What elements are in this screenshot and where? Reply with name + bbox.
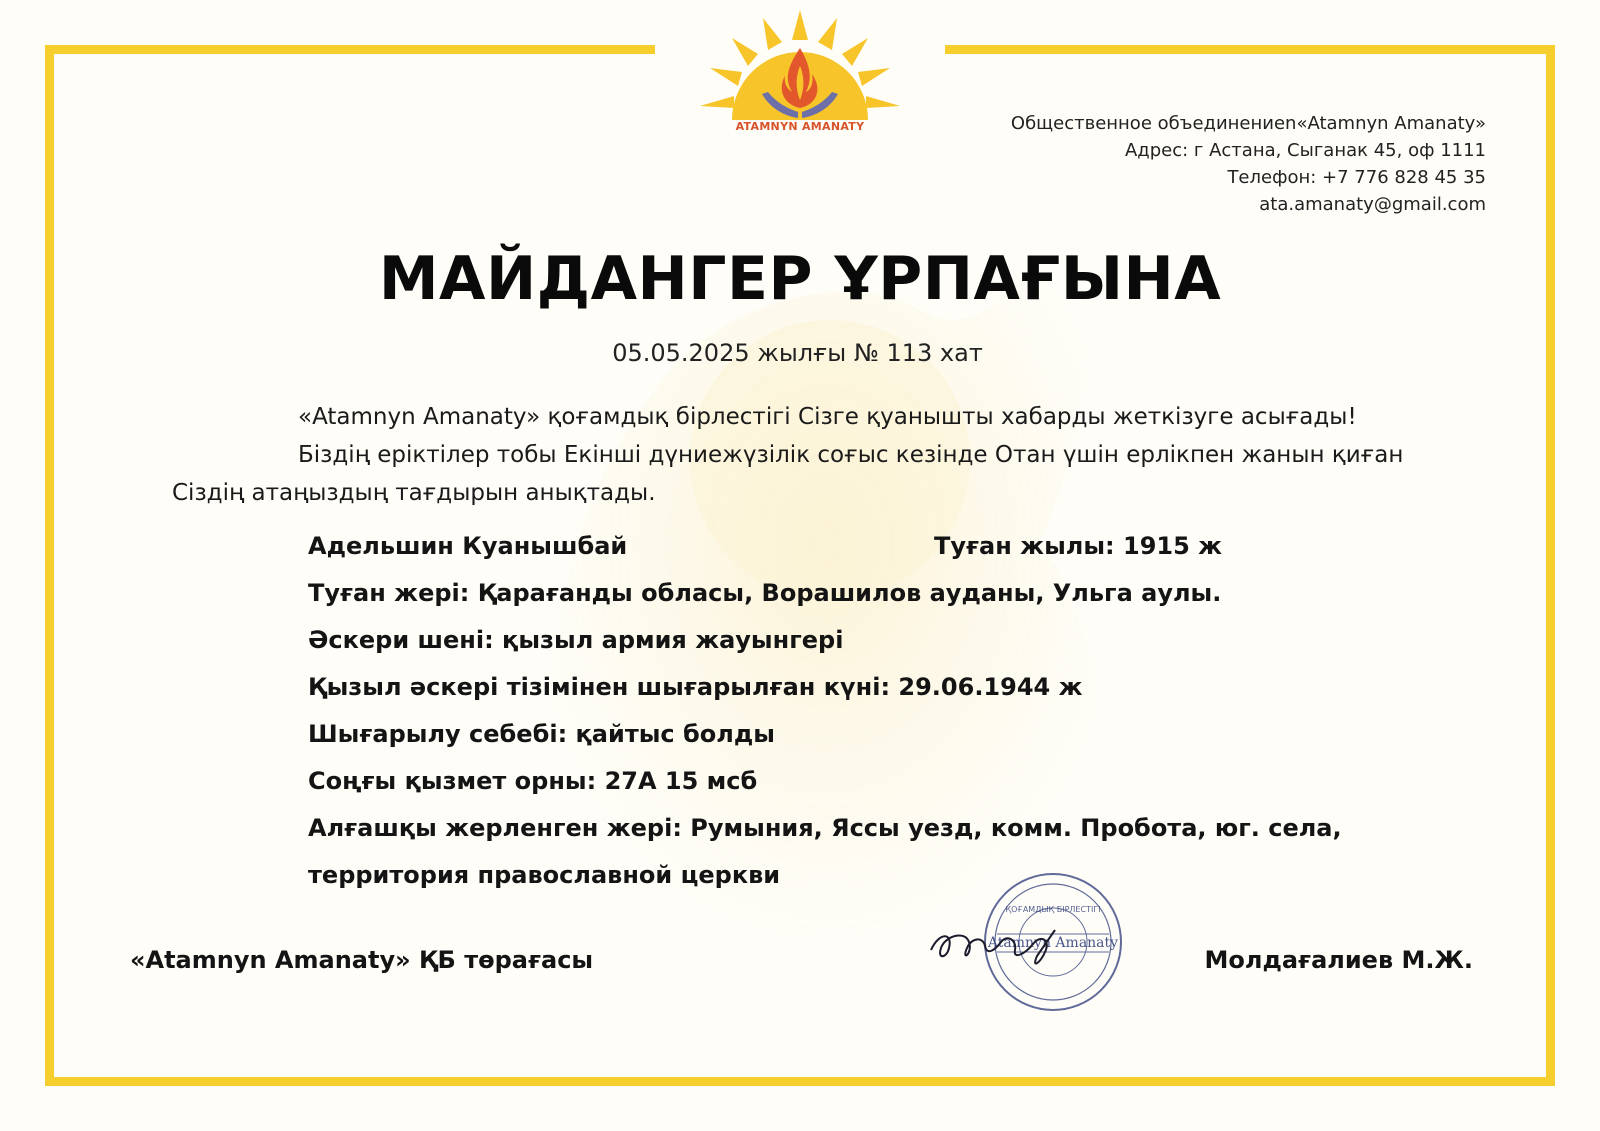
- military-rank: Әскери шені: қызыл армия жауынгері: [308, 626, 844, 654]
- soldier-details: [308, 523, 1508, 899]
- frame-bottom: [45, 1077, 1555, 1086]
- intro-paragraph-1: «Atamnyn Amanaty» қоғамдық бірлестігі Сізге қуанышты хабарды жеткізуге асығады!: [298, 404, 1357, 430]
- last-service-place: Соңғы қызмет орны: 27А 15 мсб: [308, 767, 758, 795]
- birth-year: Туған жылы: 1915 ж: [934, 532, 1223, 560]
- logo-text: ATAMNYN AMANATY: [735, 120, 865, 133]
- stamp-center-text: Atamnyn Amanaty: [987, 935, 1119, 951]
- name-row: [308, 523, 1508, 570]
- frame-right: [1546, 45, 1555, 1086]
- soldier-name: Адельшин Куанышбай: [308, 532, 628, 560]
- letter-number-date: 05.05.2025 жылғы № 113 хат: [612, 339, 983, 367]
- intro-text: [172, 398, 1472, 512]
- burial-place-line-1: Алғашқы жерленген жері: Румыния, Яссы уезд, комм. Пробота, юг. села,: [308, 814, 1342, 842]
- email: ata.amanaty@gmail.com: [1259, 194, 1486, 215]
- sun-flame-hands-logo-icon: [700, 8, 900, 138]
- birth-place: Туған жері: Қарағанды обласы, Ворашилов ауданы, Ульга аулы.: [308, 579, 1222, 607]
- page-title: МАЙДАНГЕР ҰРПАҒЫНА: [378, 244, 1222, 314]
- chairman-title: «Atamnyn Amanaty» ҚБ төрағасы: [130, 946, 594, 974]
- contact-block: [1011, 110, 1486, 218]
- exclusion-reason: Шығарылу себебі: қайтыс болды: [308, 720, 775, 748]
- intro-paragraph-2: Біздің еріктілер тобы Екінші дүниежүзілік соғыс кезінде Отан үшін ерлікпен жанын қиған Сіздің атаңыздың тағдырын анықтады.: [172, 442, 1404, 506]
- frame-left: [45, 45, 54, 1086]
- excluded-date: Қызыл әскері тізімінен шығарылған күні: 29.06.1944 ж: [308, 673, 1083, 701]
- organization-name: Общественное объединениеn«Atamnyn Amanaty»: [1010, 113, 1486, 134]
- signatory-name: Молдағалиев М.Ж.: [1204, 946, 1473, 974]
- burial-place-line-2: территория православной церкви: [308, 861, 781, 889]
- stamp-and-signature: [925, 870, 1135, 1020]
- stamp-top-text: ҚОҒАМДЫҚ БІРЛЕСТІГІ: [1005, 905, 1101, 914]
- frame-top-left: [45, 45, 655, 54]
- phone: Телефон: +7 776 828 45 35: [1227, 167, 1486, 188]
- address: Адрес: г Астана, Сыганак 45, оф 1111: [1124, 140, 1486, 161]
- frame-top-right: [945, 45, 1555, 54]
